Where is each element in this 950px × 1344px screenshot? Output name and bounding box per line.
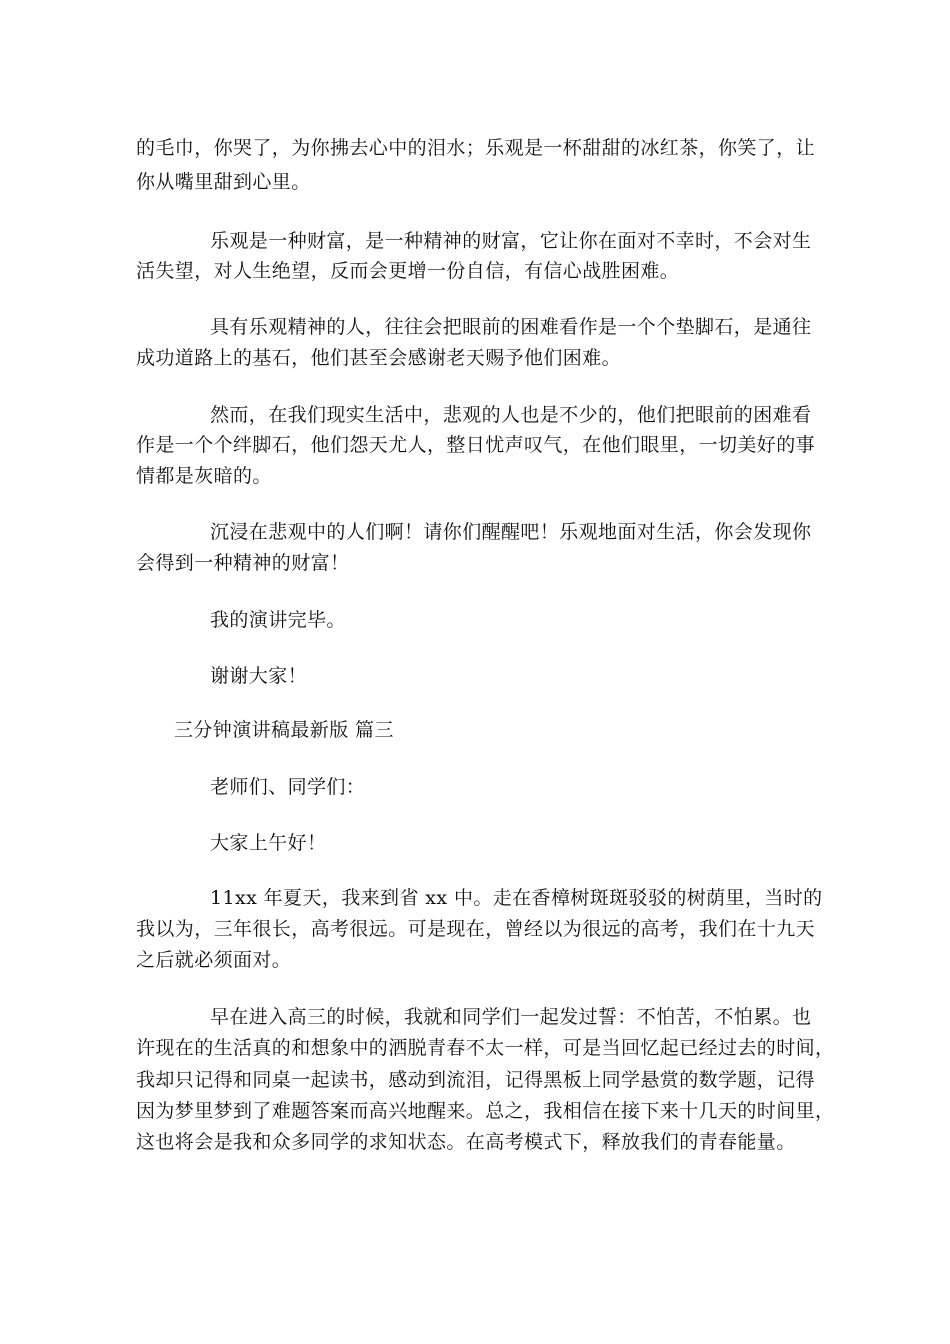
paragraph-line: 你从嘴里甜到心里。 xyxy=(136,171,311,193)
paragraph-line: 许现在的生活真的和想象中的洒脱青春不太一样，可是当回忆起已经过去的时间， xyxy=(136,1037,835,1059)
paragraph-line: 活失望，对人生绝望，反而会更增一份自信，有信心战胜困难。 xyxy=(136,260,680,282)
paragraph-line: 大家上午好！ xyxy=(210,832,327,854)
paragraph-line: 具有乐观精神的人，往往会把眼前的困难看作是一个个垫脚石，是通往 xyxy=(210,316,812,338)
paragraph-line: 谢谢大家！ xyxy=(210,665,308,687)
paragraph-line: 沉浸在悲观中的人们啊！请你们醒醒吧！乐观地面对生活，你会发现你 xyxy=(210,521,812,543)
paragraph-line: 我却只记得和同桌一起读书，感动到流泪，记得黑板上同学悬赏的数学题，记得 xyxy=(136,1069,816,1091)
paragraph-line: 成功道路上的基石，他们甚至会感谢老天赐予他们困难。 xyxy=(136,347,622,369)
paragraph-line: 我的演讲完毕。 xyxy=(210,609,346,631)
paragraph-line: 然而，在我们现实生活中，悲观的人也是不少的，他们把眼前的困难看 xyxy=(210,404,812,426)
paragraph-line: 之后就必须面对。 xyxy=(136,949,292,971)
paragraph-line: 情都是灰暗的。 xyxy=(136,465,272,487)
paragraph-line: 老师们、同学们： xyxy=(210,776,366,798)
paragraph-line: 早在进入高三的时候，我就和同学们一起发过誓：不怕苦，不怕累。也 xyxy=(210,1006,812,1028)
section-heading: 三分钟演讲稿最新版 篇三 xyxy=(174,719,394,741)
paragraph-line: 乐观是一种财富，是一种精神的财富，它让你在面对不幸时，不会对生 xyxy=(210,230,812,252)
paragraph-line: 作是一个个绊脚石，他们怨天尤人，整日忧声叹气，在他们眼里，一切美好的事 xyxy=(136,434,816,456)
paragraph-line: 会得到一种精神的财富！ xyxy=(136,552,350,574)
paragraph-line: 因为梦里梦到了难题答案而高兴地醒来。总之，我相信在接下来十几天的时间里， xyxy=(136,1100,835,1122)
paragraph-line: 的毛巾，你哭了，为你拂去心中的泪水；乐观是一杯甜甜的冰红茶，你笑了，让 xyxy=(136,137,816,159)
paragraph-line: 11xx 年夏天，我来到省 xx 中。走在香樟树斑斑驳驳的树荫里，当时的 xyxy=(210,887,823,909)
paragraph-line: 我以为，三年很长，高考很远。可是现在，曾经以为很远的高考，我们在十九天 xyxy=(136,918,816,940)
paragraph-line: 这也将会是我和众多同学的求知状态。在高考模式下，释放我们的青春能量。 xyxy=(136,1131,796,1153)
